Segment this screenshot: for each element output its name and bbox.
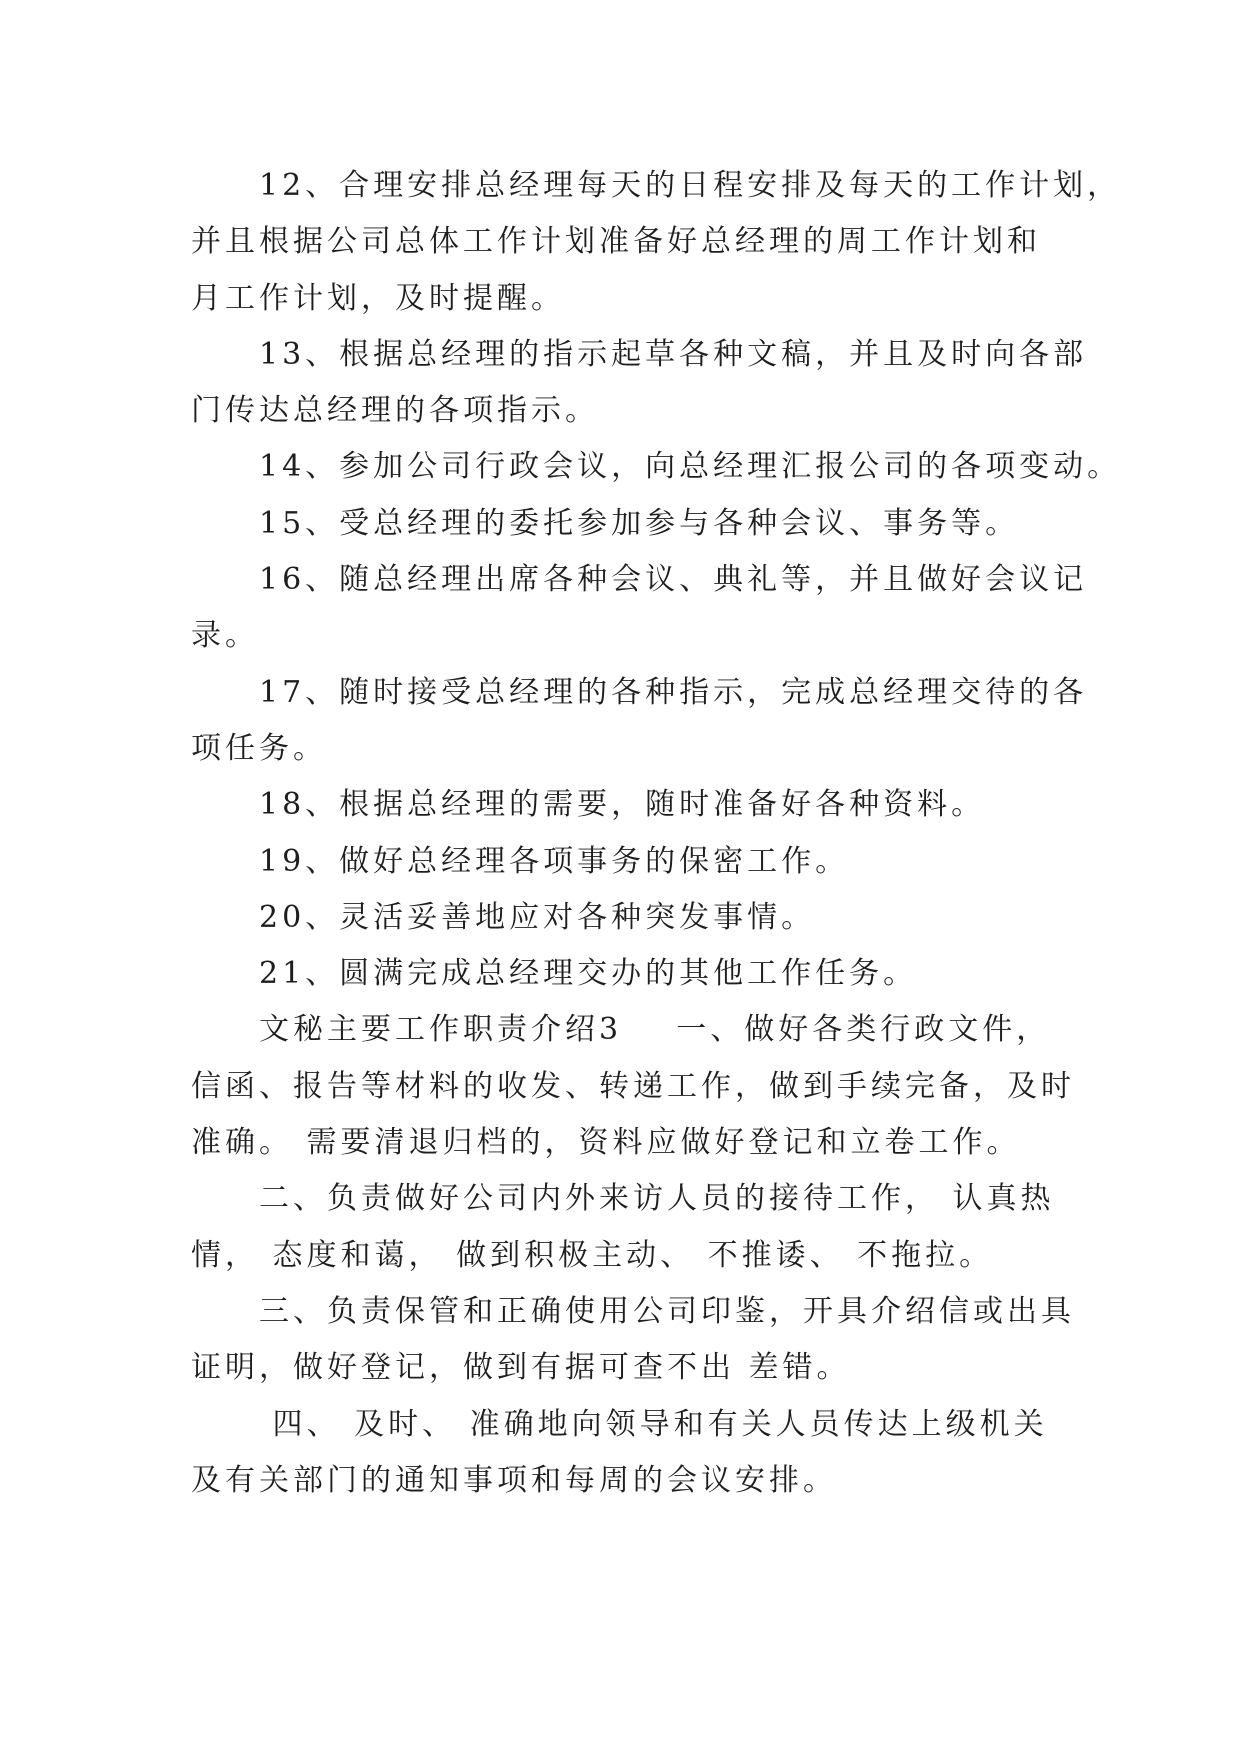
text-line: 12、合理安排总经理每天的日程安排及每天的工作计划，	[259, 168, 1122, 203]
paragraph-section-3	[191, 1284, 1131, 1397]
text-line: 19、做好总经理各项事务的保密工作。	[259, 843, 850, 879]
paragraph-item-18	[191, 777, 1131, 833]
text-line: 二、负责做好公司内外来访人员的接待工作， 认真热	[259, 1181, 1055, 1217]
text-line: 文秘主要工作职责介绍3 一、做好各类行政文件，	[259, 1012, 1051, 1048]
paragraph-item-20	[191, 890, 1131, 946]
text-line: 18、根据总经理的需要，随时准备好各种资料。	[259, 787, 986, 823]
text-line: 准确。 需要清退归档的，资料应做好登记和立卷工作。	[191, 1125, 1021, 1161]
text-line: 证明，做好登记，做到有据可查不出 差错。	[191, 1350, 851, 1386]
text-line: 项任务。	[191, 730, 327, 766]
document-body	[191, 158, 1131, 1509]
text-line: 21、圆满完成总经理交办的其他工作任务。	[259, 956, 918, 992]
text-line: 三、负责保管和正确使用公司印鉴，开具介绍信或出具	[259, 1293, 1075, 1329]
text-line: 13、根据总经理的指示起草各种文稿，并且及时向各部	[259, 336, 1088, 372]
text-line: 15、受总经理的委托参加参与各种会议、事务等。	[259, 505, 1020, 541]
paragraph-item-14	[191, 439, 1131, 495]
text-line: 14、参加公司行政会议，向总经理汇报公司的各项变动。	[259, 449, 1122, 485]
text-line: 录。	[191, 618, 259, 654]
paragraph-item-21	[191, 946, 1131, 1002]
paragraph-item-17	[191, 665, 1131, 778]
text-line: 四、 及时、 准确地向领导和有关人员传达上级机关	[259, 1406, 1048, 1442]
text-line: 信函、报告等材料的收发、转递工作，做到手续完备，及时	[191, 1068, 1075, 1104]
text-line: 情， 态度和蔼， 做到积极主动、 不推诿、 不拖拉。	[191, 1237, 994, 1273]
paragraph-item-13	[191, 327, 1131, 440]
paragraph-item-15	[191, 496, 1131, 552]
text-line: 及有关部门的通知事项和每周的会议安排。	[191, 1462, 837, 1498]
paragraph-item-12	[191, 158, 1131, 327]
text-line: 16、随总经理出席各种会议、典礼等，并且做好会议记	[259, 562, 1088, 598]
text-line: 17、随时接受总经理的各种指示，完成总经理交待的各	[259, 674, 1088, 710]
paragraph-section-3-intro	[191, 1002, 1131, 1171]
paragraph-section-4	[191, 1397, 1131, 1510]
paragraph-item-19	[191, 834, 1131, 890]
text-line: 20、灵活妥善地应对各种突发事情。	[259, 899, 816, 935]
text-line: 月工作计划，及时提醒。	[191, 280, 565, 316]
text-line: 并且根据公司总体工作计划准备好总经理的周工作计划和	[191, 224, 1041, 260]
paragraph-section-2	[191, 1171, 1131, 1284]
paragraph-item-16	[191, 552, 1131, 665]
text-line: 门传达总经理的各项指示。	[191, 393, 599, 429]
